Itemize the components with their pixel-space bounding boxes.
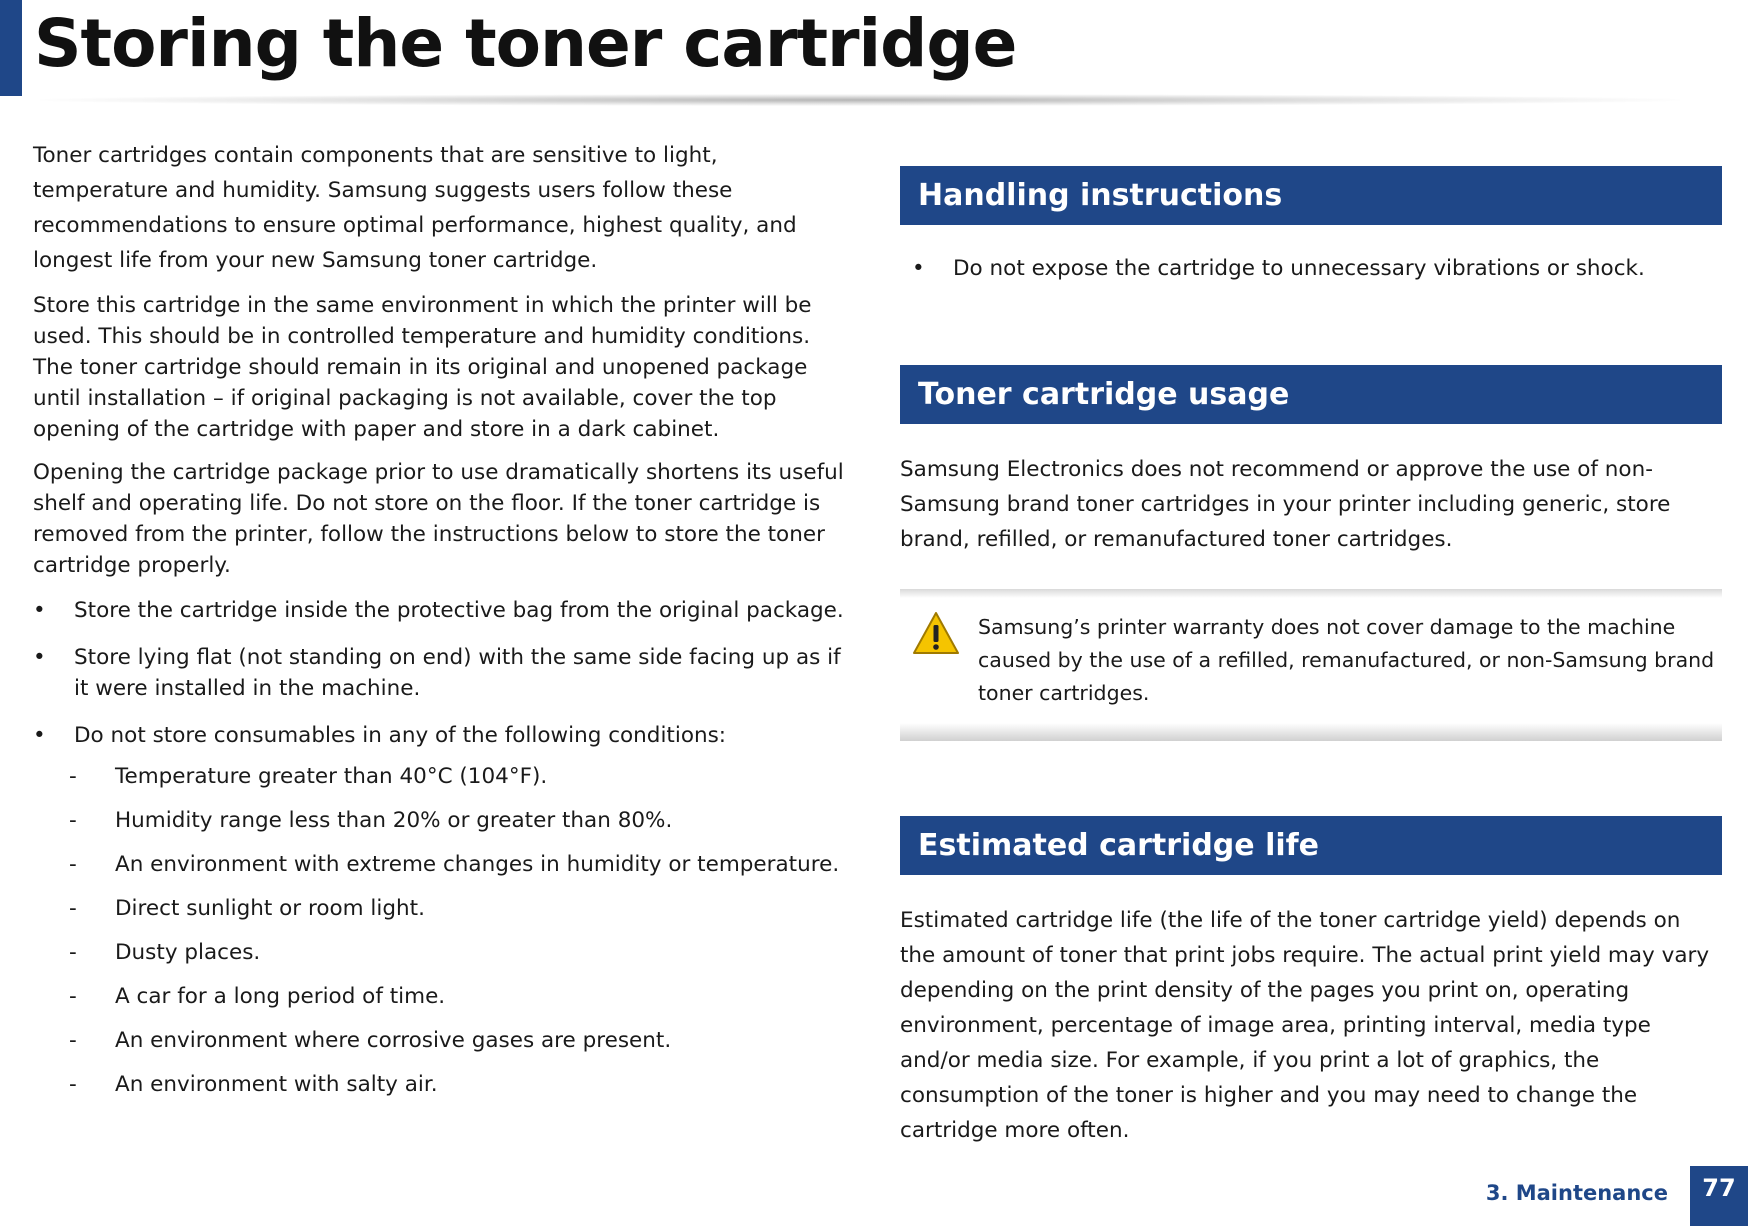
dash-mark: - <box>69 940 77 965</box>
intro-paragraph: Toner cartridges contain components that are sensitive to light, temperature and humidity. Samsung suggests users follow these recommendations to ensure optimal performance, highest quality, and longest life from your new Samsung toner cartridge. <box>33 143 797 273</box>
condition-item <box>33 849 853 880</box>
condition-text: Dusty places. <box>115 940 261 965</box>
list-item <box>33 595 853 626</box>
bullet-mark: • <box>33 598 46 623</box>
list-item <box>33 720 853 751</box>
condition-item <box>33 761 853 792</box>
condition-text: Humidity range less than 20% or greater than 80%. <box>115 808 673 833</box>
bullet-text: Store the cartridge inside the protective bag from the original package. <box>74 598 844 623</box>
left-column <box>33 138 853 1113</box>
dash-mark: - <box>69 984 77 1009</box>
page-title: Storing the toner cartridge <box>34 5 1017 82</box>
bullet-mark: • <box>912 256 925 281</box>
list-item <box>912 253 1722 284</box>
condition-item <box>33 893 853 924</box>
condition-item <box>33 981 853 1012</box>
title-divider <box>40 94 1680 106</box>
usage-heading: Toner cartridge usage <box>900 365 1722 424</box>
bullet-text: Store lying flat (not standing on end) with the same side facing up as if it were installed in the machine. <box>74 645 841 701</box>
condition-text: Direct sunlight or room light. <box>115 896 425 921</box>
warning-icon <box>912 611 960 655</box>
life-paragraph: Estimated cartridge life (the life of the toner cartridge yield) depends on the amount of toner that print jobs require. The actual print yield may vary depending on the print density of the pages you print on, operating environment, percentage of image area, printing interval, media type and/or media size. For example, if you print a lot of graphics, the consumption of the toner is higher and you may need to change the cartridge more often. <box>900 908 1710 1143</box>
dash-mark: - <box>69 1072 77 1097</box>
page-number: 77 <box>1690 1166 1748 1226</box>
handling-heading: Handling instructions <box>900 166 1722 225</box>
dash-mark: - <box>69 896 77 921</box>
dash-mark: - <box>69 764 77 789</box>
dash-mark: - <box>69 1028 77 1053</box>
condition-text: An environment with extreme changes in humidity or temperature. <box>115 852 840 877</box>
footer-section-label: 3. Maintenance <box>1485 1181 1668 1205</box>
bullet-text: Do not store consumables in any of the following conditions: <box>74 723 727 748</box>
warning-text: Samsung’s printer warranty does not cover damage to the machine caused by the use of a refilled, remanufactured, or non-Samsung brand toner cartridges. <box>978 615 1715 705</box>
right-column <box>900 166 1722 1160</box>
dash-mark: - <box>69 808 77 833</box>
condition-text: A car for a long period of time. <box>115 984 446 1009</box>
condition-item <box>33 1069 853 1100</box>
dash-mark: - <box>69 852 77 877</box>
opening-paragraph: Opening the cartridge package prior to use dramatically shortens its useful shelf and operating life. Do not store on the floor. If the toner cartridge is removed from the printer, follow the instructions below to store the toner cartridge properly. <box>33 460 844 578</box>
title-accent-bar <box>0 0 22 96</box>
store-paragraph: Store this cartridge in the same environment in which the printer will be used. This should be in controlled temperature and humidity conditions. The toner cartridge should remain in its original and unopened package until installation – if original packaging is not available, cover the top opening of the cartridge with paper and store in a dark cabinet. <box>33 293 812 442</box>
condition-item <box>33 805 853 836</box>
life-heading: Estimated cartridge life <box>900 816 1722 875</box>
warning-note <box>900 589 1722 741</box>
list-item <box>33 642 853 704</box>
condition-text: An environment where corrosive gases are present. <box>115 1028 672 1053</box>
condition-item <box>33 1025 853 1056</box>
condition-text: An environment with salty air. <box>115 1072 438 1097</box>
condition-item <box>33 937 853 968</box>
condition-text: Temperature greater than 40°C (104°F). <box>115 764 548 789</box>
bullet-text: Do not expose the cartridge to unnecessary vibrations or shock. <box>953 256 1645 281</box>
bullet-mark: • <box>33 723 46 748</box>
bullet-mark: • <box>33 645 46 670</box>
usage-paragraph: Samsung Electronics does not recommend or approve the use of non-Samsung brand toner cartridges in your printer including generic, store brand, refilled, or remanufactured toner cartridges. <box>900 457 1671 552</box>
